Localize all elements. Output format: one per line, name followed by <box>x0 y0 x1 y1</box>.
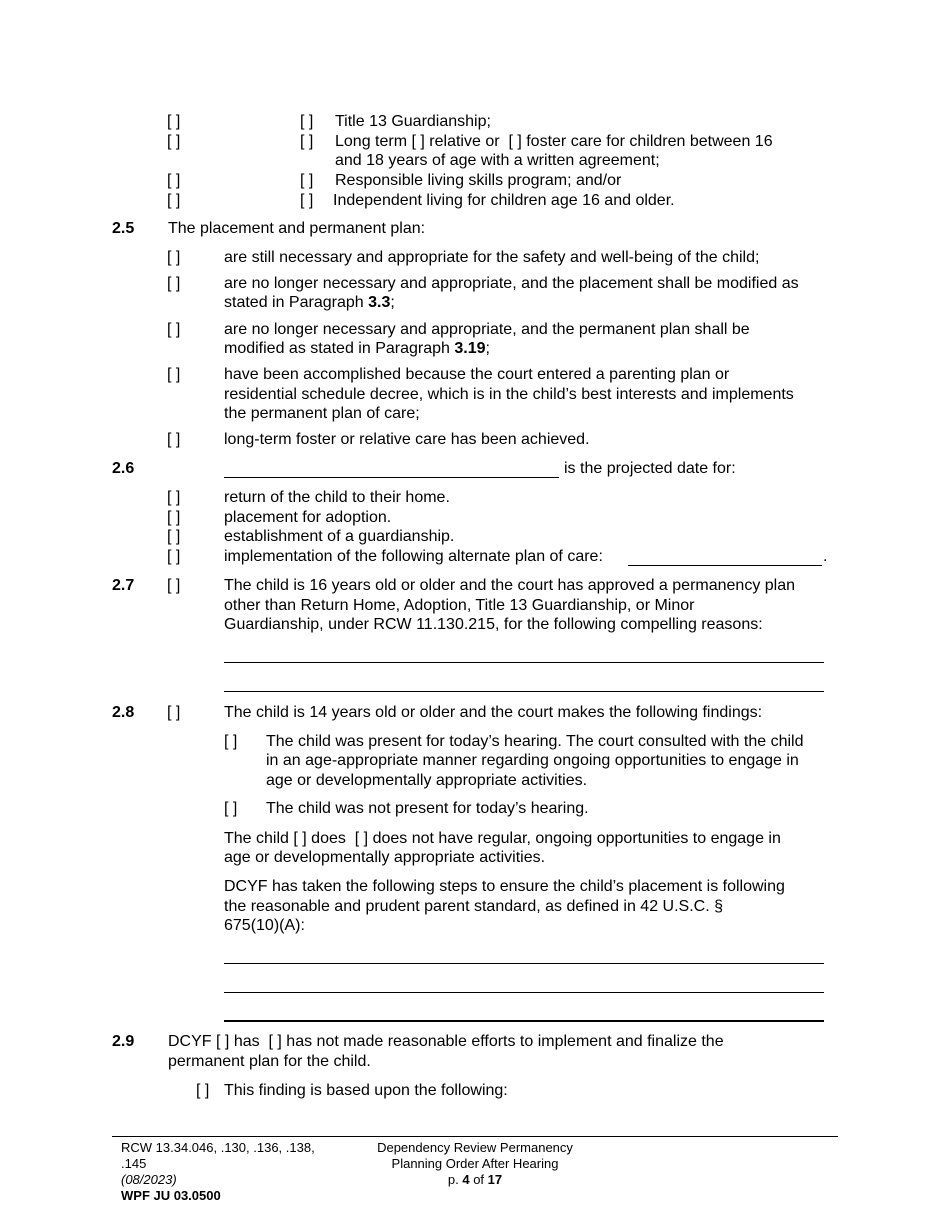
footer-center <box>355 1140 595 1188</box>
checkbox[interactable]: [ ] <box>167 704 181 721</box>
option-text: The child was not present for today’s hearing. <box>266 800 589 817</box>
checkbox[interactable]: [ ] <box>216 1033 230 1050</box>
steps-field-line[interactable] <box>224 963 824 964</box>
checkbox[interactable]: [ ] <box>224 800 238 817</box>
footer-title-cont: Planning Order After Hearing <box>391 1156 559 1171</box>
page-number: p. 4 of 17 <box>447 1172 503 1187</box>
checkbox[interactable]: [ ] <box>300 133 314 150</box>
checkbox[interactable]: [ ] <box>508 133 522 150</box>
reasons-field-line[interactable] <box>224 662 824 663</box>
projected-date-field[interactable] <box>224 477 559 478</box>
section-number: 2.9 <box>112 1033 135 1050</box>
checkbox[interactable]: [ ] <box>167 249 181 266</box>
checkbox[interactable]: [ ] <box>167 321 181 338</box>
checkbox[interactable]: [ ] <box>167 275 181 292</box>
option-independent-living: Independent living for children age 16 and older. <box>333 192 675 209</box>
option-text: residential schedule decree, which is in the child’s best interests and implements <box>224 386 794 403</box>
option-text: age or developmentally appropriate activities. <box>266 772 588 789</box>
section-text: is the projected date for: <box>564 460 736 477</box>
reasons-field-line[interactable] <box>224 691 824 692</box>
section-heading: The placement and permanent plan: <box>168 220 426 237</box>
section-number: 2.7 <box>112 577 135 594</box>
checkbox[interactable]: [ ] <box>411 133 425 150</box>
checkbox[interactable]: [ ] <box>268 1033 282 1050</box>
option-text: the permanent plan of care; <box>224 405 420 422</box>
section-text: permanent plan for the child. <box>168 1053 371 1070</box>
option-long-term-care-line2: and 18 years of age with a written agreement; <box>335 152 660 169</box>
section-text: DCYF has taken the following steps to ensure the child’s placement is following <box>224 878 785 895</box>
checkbox[interactable]: [ ] <box>167 366 181 383</box>
alternate-plan-field[interactable] <box>628 565 822 566</box>
section-text: other than Return Home, Adoption, Title 13 Guardianship, or Minor <box>224 597 695 614</box>
option-text: placement for adoption. <box>224 509 392 526</box>
section-number: 2.5 <box>112 220 135 237</box>
option-text: have been accomplished because the court entered a parenting plan or <box>224 366 730 383</box>
footer-form-number: WPF JU 03.0500 <box>121 1188 221 1203</box>
option-long-term-care: Long term [ ] relative or [ ] foster care for children between 16 <box>335 133 773 150</box>
option-living-skills: Responsible living skills program; and/or <box>335 172 622 189</box>
checkbox[interactable]: [ ] <box>224 733 238 750</box>
footer-date: (08/2023) <box>121 1172 177 1187</box>
checkbox[interactable]: [ ] <box>167 489 181 506</box>
checkbox[interactable]: [ ] <box>167 577 181 594</box>
footer-rcw-cont: .145 <box>121 1156 147 1171</box>
checkbox[interactable]: [ ] <box>300 113 314 130</box>
checkbox[interactable]: [ ] <box>300 192 314 209</box>
period: . <box>823 548 828 565</box>
option-text: implementation of the following alternate plan of care: <box>224 548 603 565</box>
option-text: The child was present for today’s hearing. The court consulted with the child <box>266 733 804 750</box>
section-text: The child is 14 years old or older and the court makes the following findings: <box>224 704 763 721</box>
footer-rcw: RCW 13.34.046, .130, .136, .138, <box>121 1140 315 1155</box>
option-text: return of the child to their home. <box>224 489 450 506</box>
option-text: in an age-appropriate manner regarding ongoing opportunities to engage in <box>266 752 799 769</box>
section-text: age or developmentally appropriate activities. <box>224 849 546 866</box>
section-text: 675(10)(A): <box>224 917 305 934</box>
section-number: 2.6 <box>112 460 135 477</box>
checkbox[interactable]: [ ] <box>167 548 181 565</box>
checkbox[interactable]: [ ] <box>293 830 307 847</box>
regular-opportunities-text: The child [ ] does [ ] does not have regular, ongoing opportunities to engage in <box>224 830 781 847</box>
section-text: The child is 16 years old or older and the court has approved a permanency plan <box>224 577 796 594</box>
option-text: are no longer necessary and appropriate, and the permanent plan shall be <box>224 321 750 338</box>
section-number: 2.8 <box>112 704 135 721</box>
checkbox[interactable]: [ ] <box>167 431 181 448</box>
checkbox[interactable]: [ ] <box>300 172 314 189</box>
checkbox[interactable]: [ ] <box>167 113 181 130</box>
checkbox[interactable]: [ ] <box>167 528 181 545</box>
reasonable-efforts-text: DCYF [ ] has [ ] has not made reasonable efforts to implement and finalize the <box>168 1033 724 1050</box>
section-text: the reasonable and prudent parent standard, as defined in 42 U.S.C. § <box>224 898 724 915</box>
section-text: This finding is based upon the following: <box>224 1082 508 1099</box>
option-text: are no longer necessary and appropriate, and the placement shall be modified as <box>224 275 799 292</box>
option-text: stated in Paragraph 3.3; <box>224 294 395 311</box>
option-text: establishment of a guardianship. <box>224 528 455 545</box>
option-text: long-term foster or relative care has been achieved. <box>224 431 590 448</box>
option-text: modified as stated in Paragraph 3.19; <box>224 340 490 357</box>
steps-field-line[interactable] <box>224 1020 824 1022</box>
checkbox[interactable]: [ ] <box>167 192 181 209</box>
footer-left <box>121 1140 315 1204</box>
checkbox[interactable]: [ ] <box>167 172 181 189</box>
footer-title: Dependency Review Permanency <box>377 1140 573 1155</box>
checkbox[interactable]: [ ] <box>354 830 369 847</box>
section-text: Guardianship, under RCW 11.130.215, for the following compelling reasons: <box>224 616 763 633</box>
checkbox[interactable]: [ ] <box>167 133 181 150</box>
option-text: are still necessary and appropriate for the safety and well-being of the child; <box>224 249 760 266</box>
option-title13-guardianship: Title 13 Guardianship; <box>335 113 491 130</box>
checkbox[interactable]: [ ] <box>167 509 181 526</box>
checkbox[interactable]: [ ] <box>196 1082 210 1099</box>
steps-field-line[interactable] <box>224 992 824 993</box>
footer-divider <box>112 1136 838 1137</box>
